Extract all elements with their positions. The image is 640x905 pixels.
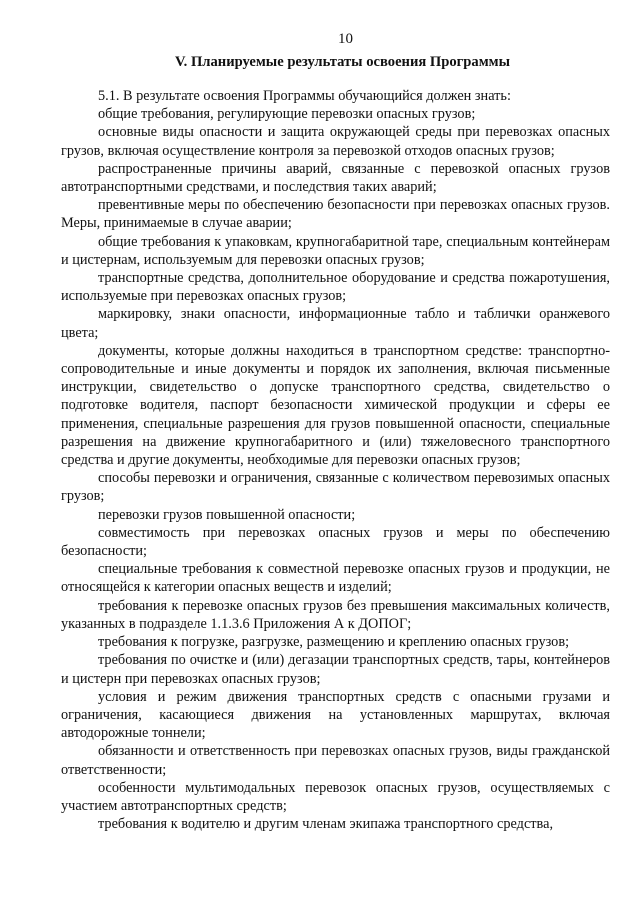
- list-item: документы, которые должны находиться в транспортном средстве: транспортно-сопроводительные и иные документы и порядок их заполнения, включая письменные инструкции, свидетельство о допуске транспортного средства, свидетельство о подготовке водителя, паспорт безопасности химической продукции и сферы ее применения, специальные разрешения для грузов повышенной опасности, специальные разрешения на движение крупногабаритного и (или) тяжеловесного транспортного средства и другие документы, необходимые для перевозки опасных грузов;: [61, 342, 610, 469]
- list-item: требования к погрузке, разгрузке, размещению и креплению опасных грузов;: [98, 634, 570, 651]
- list-item: особенности мультимодальных перевозок опасных грузов, осуществляемых с участием автотранспортных средств;: [61, 779, 610, 814]
- page-number: 10: [338, 31, 353, 47]
- list-item: условия и режим движения транспортных средств с опасными грузами и ограничения, касающиеся движения на установленных маршрутах, включая автодорожные тоннели;: [61, 688, 610, 742]
- section-title: V. Планируемые результаты освоения Программы: [175, 54, 510, 70]
- body-text: [61, 87, 610, 833]
- list-item: общие требования к упаковкам, крупногабаритной таре, специальным контейнерам и цистернам, используемым для перевозки опасных грузов;: [61, 233, 610, 268]
- list-item: требования к перевозке опасных грузов без превышения максимальных количеств, указанных в подразделе 1.1.3.6 Приложения А к ДОПОГ;: [61, 597, 610, 632]
- list-item: специальные требования к совместной перевозке опасных грузов и продукции, не относящейся к категории опасных веществ и изделий;: [61, 561, 610, 596]
- list-item: транспортные средства, дополнительное оборудование и средства пожаротушения, используемые при перевозках опасных грузов;: [61, 270, 610, 305]
- list-item: основные виды опасности и защита окружающей среды при перевозках опасных грузов, включая осуществление контроля за перевозкой отходов опасных грузов;: [61, 124, 610, 159]
- intro-paragraph: 5.1. В результате освоения Программы обучающийся должен знать:: [98, 88, 511, 104]
- list-item: превентивные меры по обеспечению безопасности при перевозках опасных грузов. Меры, принимаемые в случае аварии;: [61, 197, 610, 232]
- list-item: способы перевозки и ограничения, связанные с количеством перевозимых опасных грузов;: [61, 470, 610, 505]
- list-item: требования к водителю и другим членам экипажа транспортного средства,: [98, 816, 554, 833]
- list-item: маркировку, знаки опасности, информационные табло и таблички оранжевого цвета;: [61, 306, 610, 341]
- list-item: обязанности и ответственность при перевозках опасных грузов, виды гражданской ответственности;: [61, 743, 610, 778]
- list-item: требования по очистке и (или) дегазации транспортных средств, тары, контейнеров и цистерн при перевозках опасных грузов;: [61, 652, 610, 687]
- list-item: совместимость при перевозках опасных грузов и меры по обеспечению безопасности;: [61, 524, 610, 560]
- list-item: перевозки грузов повышенной опасности;: [98, 506, 356, 523]
- list-item: общие требования, регулирующие перевозки опасных грузов;: [98, 106, 476, 123]
- list-item: распространенные причины аварий, связанные с перевозкой опасных грузов автотранспортными средствами, и последствия таких аварий;: [61, 160, 610, 196]
